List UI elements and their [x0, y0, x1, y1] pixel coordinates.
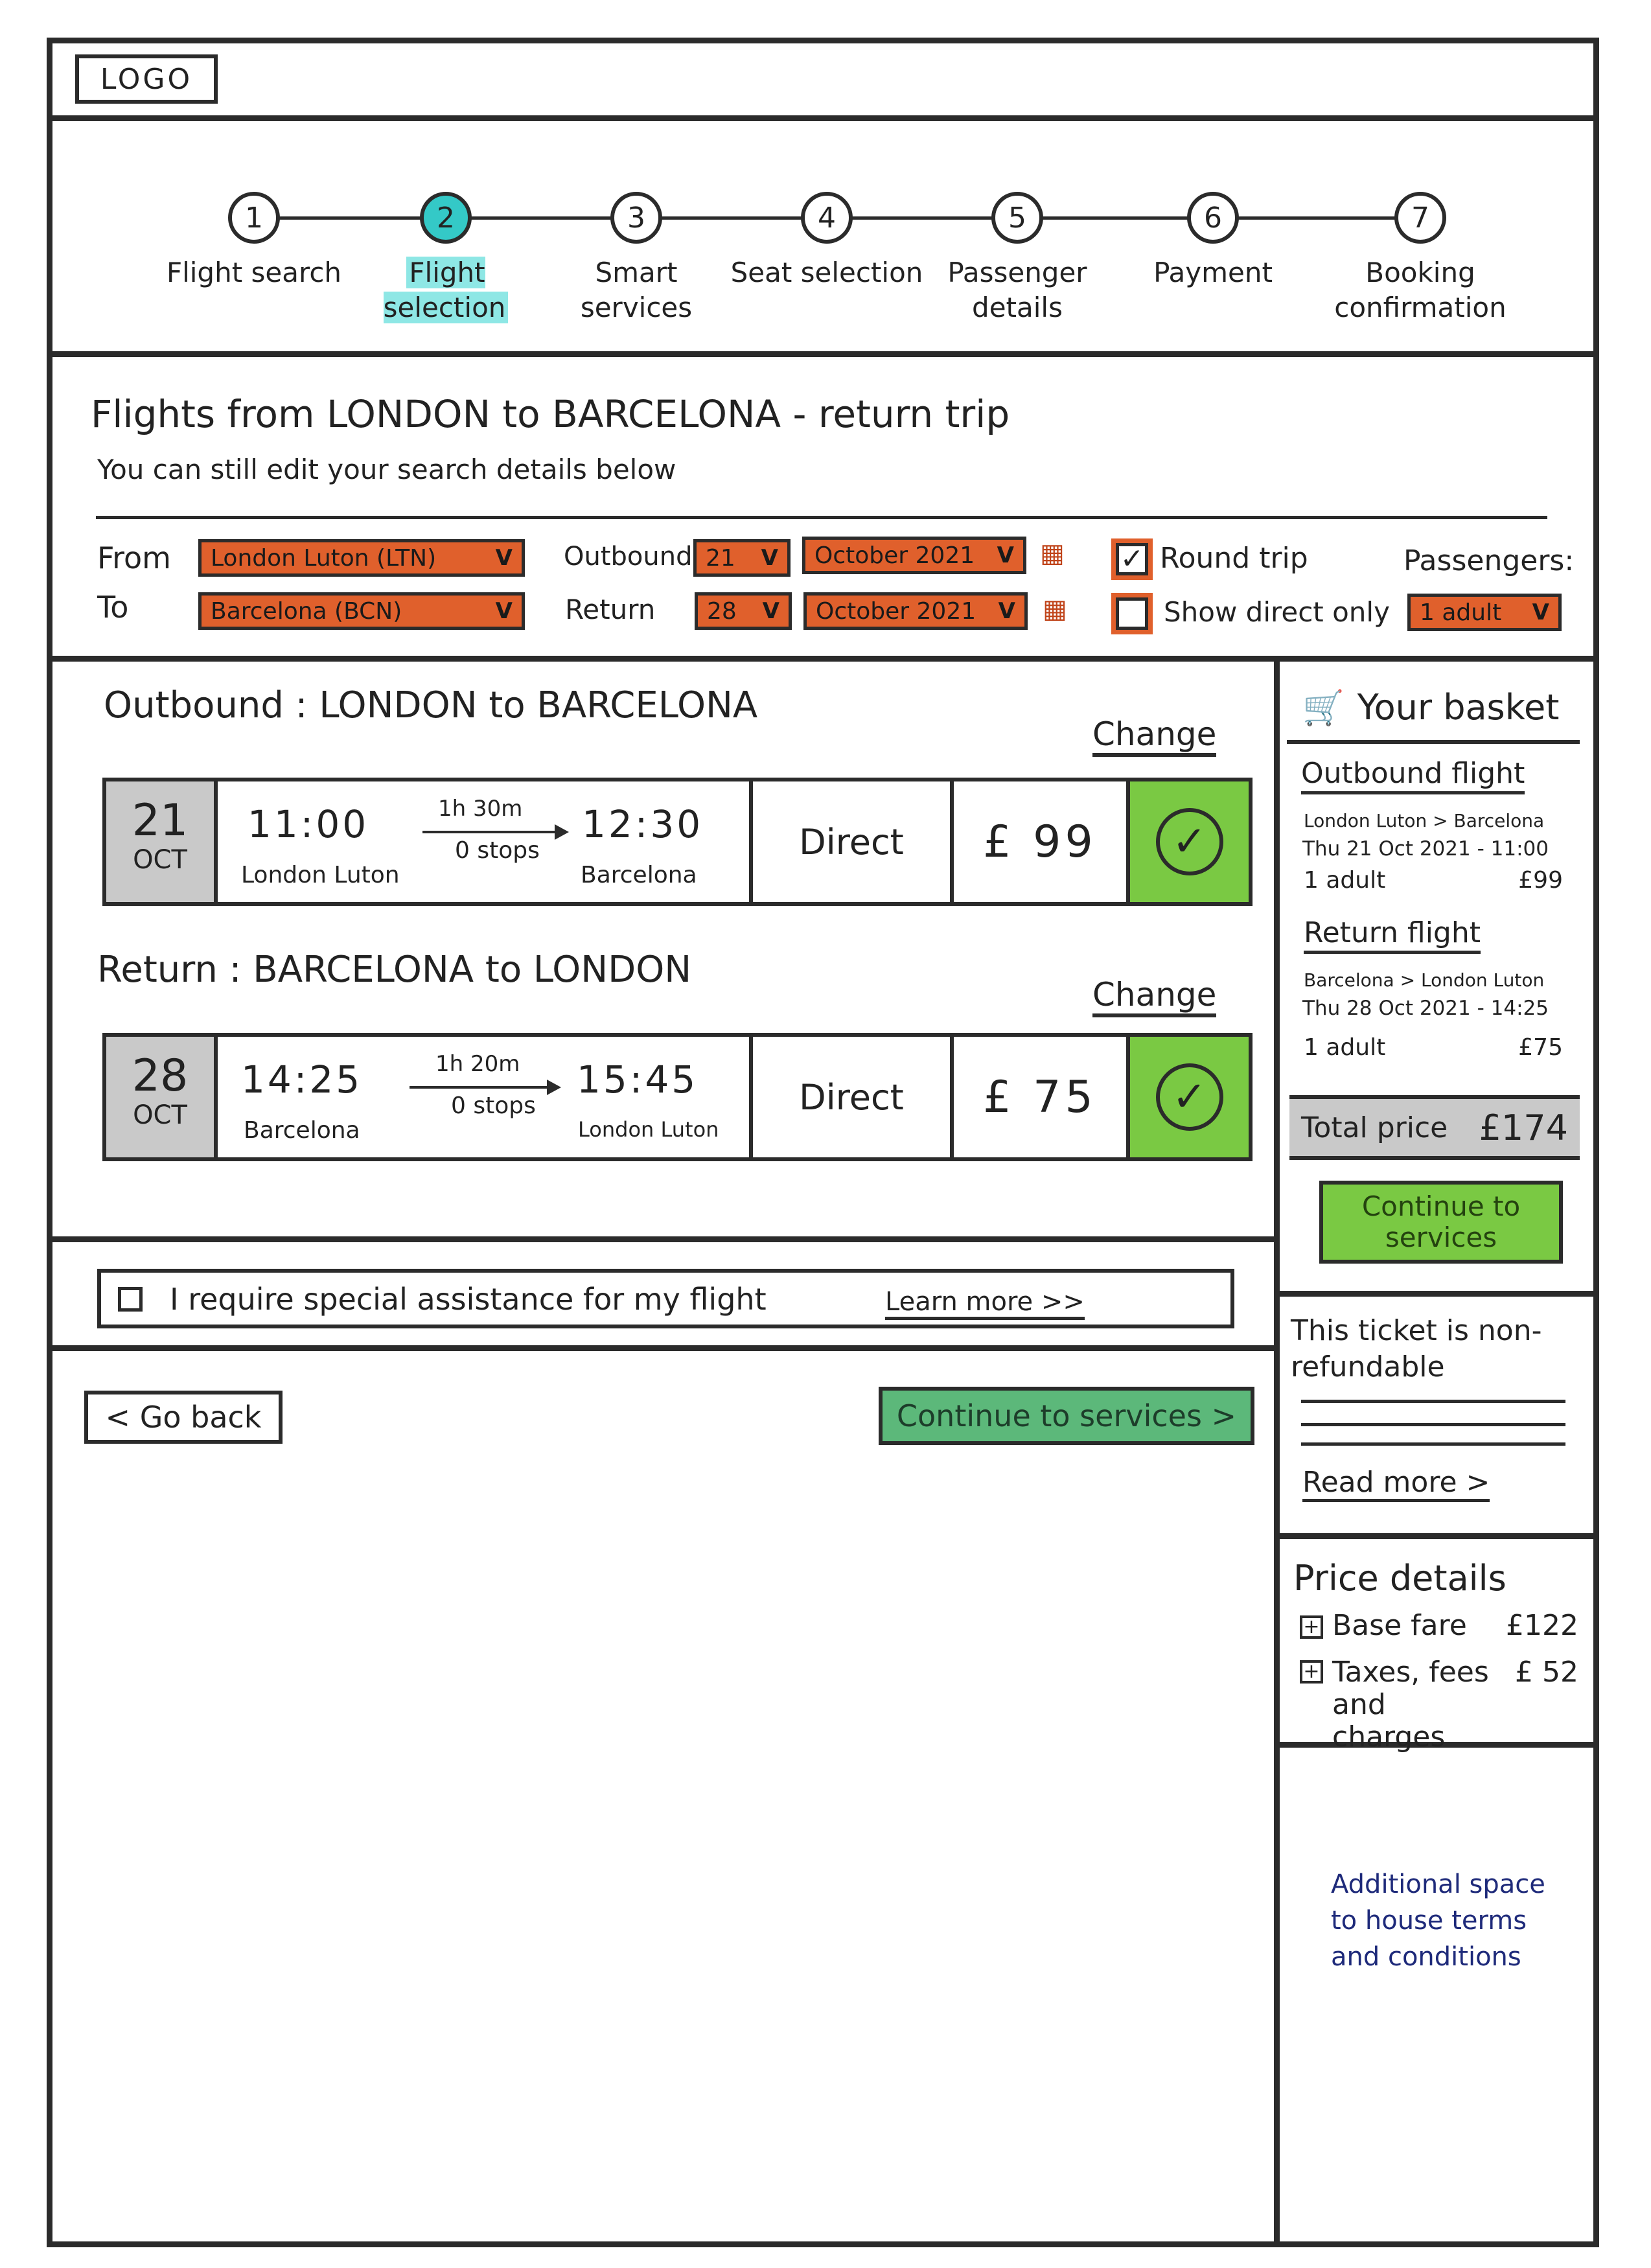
to-value: Barcelona (BCN): [211, 597, 402, 625]
basket-outbound-label: Outbound flight: [1301, 757, 1525, 794]
return-date: [106, 1037, 218, 1157]
outbound-change-link[interactable]: Change: [1092, 715, 1216, 757]
taxes-label: Taxes, fees and charges: [1332, 1656, 1489, 1753]
taxes-row[interactable]: [1300, 1656, 1578, 1753]
outbound-duration: 1h 30m: [438, 796, 523, 822]
outbound-day-select[interactable]: [693, 539, 791, 577]
step-label: Payment: [1153, 257, 1273, 288]
return-duration: 1h 20m: [435, 1051, 520, 1077]
basket-head-divider: [1287, 740, 1580, 744]
terms-placeholder-note: Additional space to house terms and conditions: [1331, 1869, 1545, 1972]
passengers-label: Passengers:: [1403, 544, 1575, 577]
placeholder-text-line: [1301, 1400, 1565, 1403]
basket-return-route: Barcelona > London Luton: [1304, 969, 1545, 991]
step-label: Seat selection: [730, 257, 923, 288]
step-label: Flight search: [166, 257, 342, 288]
step-label: Flight selection: [349, 255, 543, 325]
step-flight-selection[interactable]: [349, 192, 543, 325]
outbound-select-button[interactable]: [1130, 781, 1249, 902]
search-divider: [47, 656, 1599, 662]
sidebar-divider: [1274, 656, 1280, 2247]
calendar-icon[interactable]: ▦: [1043, 594, 1067, 624]
outbound-arr-time: 12:30: [582, 802, 704, 846]
non-refundable-note: This ticket is non-refundable: [1291, 1314, 1542, 1383]
step-smart-services[interactable]: [539, 192, 733, 325]
return-month-select[interactable]: [803, 592, 1028, 630]
outbound-month-select[interactable]: [802, 537, 1026, 574]
outbound-price: £ 99: [954, 781, 1130, 902]
step-seat-selection[interactable]: [730, 192, 924, 290]
basket-return-label: Return flight: [1304, 916, 1481, 954]
search-separator: [96, 516, 1547, 519]
basket-title-text: Your basket: [1357, 687, 1560, 728]
basket-outbound-datetime: Thu 21 Oct 2021 - 11:00: [1302, 837, 1549, 861]
chevron-down-icon: V: [1532, 599, 1549, 625]
assist-divider: [47, 1345, 1278, 1351]
step-payment[interactable]: [1116, 192, 1310, 290]
return-month: OCT: [133, 1100, 187, 1130]
read-more-link[interactable]: Read more >: [1302, 1466, 1490, 1502]
return-day: 28: [132, 1050, 189, 1102]
outbound-month: OCT: [133, 845, 187, 875]
return-change-link[interactable]: Change: [1092, 976, 1216, 1017]
logo[interactable]: LOGO: [75, 54, 218, 104]
return-flight-row[interactable]: [102, 1033, 1253, 1161]
step-number: 2: [420, 192, 472, 244]
outbound-stops: 0 stops: [455, 837, 540, 864]
assistance-label: I require special assistance for my flight: [170, 1282, 767, 1317]
outbound-flight-row[interactable]: [102, 778, 1253, 906]
outbound-date: [106, 781, 218, 902]
outbound-arr-place: Barcelona: [581, 862, 697, 888]
round-trip-label: Round trip: [1160, 542, 1308, 575]
return-month-value: October 2021: [816, 597, 976, 625]
return-dep-time: 14:25: [241, 1058, 363, 1102]
assistance-box: [97, 1269, 1234, 1328]
page-subtitle: You can still edit your search details below: [97, 454, 676, 485]
step-label: Smart services: [580, 257, 693, 323]
outbound-day-value: 21: [706, 544, 735, 572]
step-number: 1: [228, 192, 280, 244]
arrow-right-icon: [422, 831, 566, 833]
basket-outbound-pax-row: [1304, 867, 1563, 894]
return-day-select[interactable]: [695, 592, 792, 630]
stepper-divider: [47, 351, 1599, 357]
basket-title: [1302, 687, 1559, 728]
basket-outbound-route: London Luton > Barcelona: [1304, 810, 1545, 831]
from-value: London Luton (LTN): [211, 544, 437, 572]
step-passenger-details[interactable]: [920, 192, 1114, 325]
step-label: Passenger details: [947, 257, 1087, 323]
outbound-title: Outbound : LONDON to BARCELONA: [104, 684, 758, 726]
chevron-down-icon: V: [495, 545, 513, 571]
step-number: 3: [610, 192, 662, 244]
header-divider: [47, 115, 1599, 121]
step-number: 5: [991, 192, 1043, 244]
outbound-times: [218, 781, 753, 902]
from-select[interactable]: [198, 539, 525, 577]
return-type: Direct: [753, 1037, 954, 1157]
round-trip-checkbox[interactable]: ✓: [1116, 543, 1148, 575]
return-stops: 0 stops: [451, 1093, 536, 1119]
step-label: Booking confirmation: [1334, 257, 1507, 323]
chevron-down-icon: V: [762, 598, 779, 624]
step-number: 7: [1394, 192, 1446, 244]
step-booking-confirmation[interactable]: [1304, 192, 1537, 325]
expand-plus-icon[interactable]: +: [1300, 1615, 1323, 1639]
outbound-label: Outbound: [564, 542, 693, 572]
basket-return-pax: 1 adult: [1304, 1034, 1386, 1061]
total-price-value: £174: [1479, 1107, 1568, 1148]
outbound-day: 21: [132, 795, 189, 846]
check-circle-icon: ✓: [1156, 808, 1223, 875]
note-bottom-divider: [1274, 1533, 1599, 1539]
return-times: [218, 1037, 753, 1157]
check-circle-icon: ✓: [1156, 1063, 1223, 1131]
chevron-down-icon: V: [998, 598, 1015, 624]
return-label: Return: [565, 594, 656, 625]
total-price-bar: [1289, 1095, 1580, 1160]
passengers-value: 1 adult: [1420, 599, 1502, 626]
to-label: To: [97, 590, 129, 625]
outbound-dep-place: London Luton: [241, 862, 400, 888]
calendar-icon[interactable]: ▦: [1040, 538, 1065, 568]
basket-continue-button[interactable]: Continue to services: [1319, 1181, 1563, 1264]
outbound-month-value: October 2021: [814, 542, 975, 569]
return-price: £ 75: [954, 1037, 1130, 1157]
flights-divider: [47, 1236, 1278, 1242]
return-arr-time: 15:45: [577, 1058, 698, 1102]
direct-only-checkbox[interactable]: [1116, 597, 1148, 630]
basket-bottom-divider: [1274, 1291, 1599, 1297]
base-fare-value: £122: [1506, 1609, 1578, 1642]
go-back-button[interactable]: < Go back: [84, 1391, 283, 1444]
chevron-down-icon: V: [997, 542, 1014, 568]
basket-outbound-price: £99: [1518, 867, 1563, 894]
assistance-checkbox[interactable]: [118, 1287, 143, 1312]
learn-more-link[interactable]: Learn more >>: [885, 1287, 1085, 1320]
arrow-right-icon: [410, 1086, 559, 1089]
basket-return-pax-row: [1304, 1034, 1563, 1061]
continue-to-services-button[interactable]: Continue to services >: [879, 1387, 1254, 1445]
basket-return-price: £75: [1518, 1034, 1563, 1061]
basket-outbound-pax: 1 adult: [1304, 867, 1386, 894]
return-title: Return : BARCELONA to LONDON: [97, 949, 692, 991]
placeholder-text-line: [1301, 1442, 1565, 1446]
price-details-title: Price details: [1293, 1558, 1507, 1599]
cart-icon: 🛒: [1302, 689, 1345, 728]
step-flight-search[interactable]: [157, 192, 351, 290]
from-label: From: [97, 540, 171, 575]
placeholder-text-line: [1301, 1423, 1565, 1426]
base-fare-label: Base fare: [1332, 1609, 1467, 1642]
outbound-dep-time: 11:00: [248, 802, 369, 846]
taxes-value: £ 52: [1515, 1656, 1578, 1689]
basket-return-datetime: Thu 28 Oct 2021 - 14:25: [1302, 997, 1549, 1020]
chevron-down-icon: V: [761, 545, 778, 571]
to-select[interactable]: [198, 592, 525, 630]
chevron-down-icon: V: [495, 598, 513, 624]
expand-plus-icon[interactable]: +: [1300, 1660, 1323, 1684]
outbound-type: Direct: [753, 781, 954, 902]
step-number: 6: [1187, 192, 1239, 244]
return-dep-place: Barcelona: [244, 1117, 360, 1144]
return-arr-place: London Luton: [578, 1117, 719, 1142]
return-day-value: 28: [707, 597, 737, 625]
direct-only-label: Show direct only: [1164, 596, 1390, 628]
base-fare-row[interactable]: [1300, 1610, 1578, 1642]
return-select-button[interactable]: [1130, 1037, 1249, 1157]
page-title: Flights from LONDON to BARCELONA - return trip: [91, 392, 1010, 436]
step-number: 4: [801, 192, 853, 244]
passengers-select[interactable]: [1407, 594, 1562, 631]
total-price-label: Total price: [1301, 1111, 1448, 1144]
